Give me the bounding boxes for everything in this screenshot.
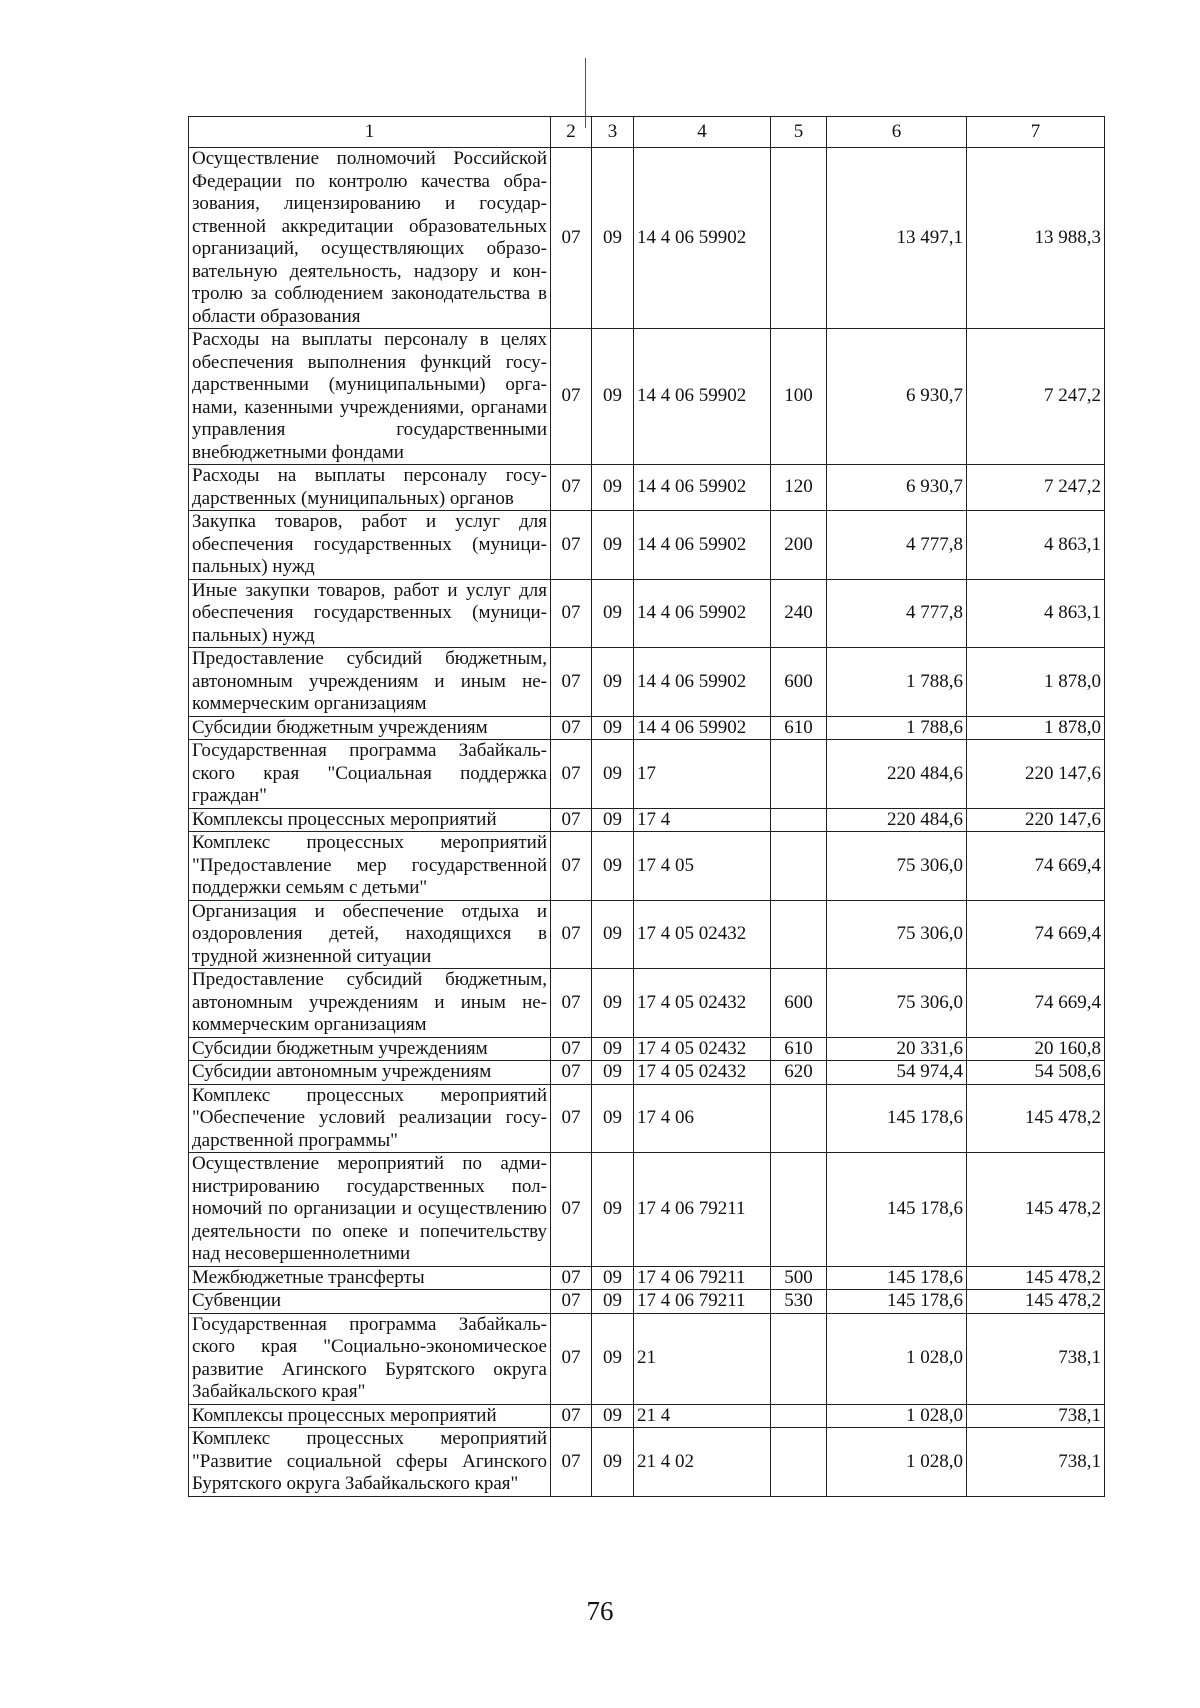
subsection-code-cell: 09 — [592, 1037, 634, 1061]
expense-type-cell: 610 — [771, 1037, 827, 1061]
section-code-cell: 07 — [551, 740, 592, 809]
expense-name-cell: Субсидии бюджетным учреждениям — [189, 716, 551, 740]
subsection-code-cell: 09 — [592, 511, 634, 580]
target-article-cell: 14 4 06 59902 — [634, 579, 771, 648]
subsection-code-cell: 09 — [592, 465, 634, 511]
amount-year1-cell: 54 974,4 — [827, 1061, 967, 1085]
target-article-cell: 17 4 06 79211 — [634, 1266, 771, 1290]
expense-type-cell: 610 — [771, 716, 827, 740]
amount-year1-cell: 6 930,7 — [827, 329, 967, 465]
amount-year2-cell: 1 878,0 — [967, 716, 1105, 740]
amount-year2-cell: 738,1 — [967, 1404, 1105, 1428]
target-article-cell: 21 4 02 — [634, 1428, 771, 1497]
section-code-cell: 07 — [551, 1084, 592, 1153]
expense-name-cell: Субвенции — [189, 1290, 551, 1314]
expense-name-cell: Субсидии автономным учреждениям — [189, 1061, 551, 1085]
budget-table — [188, 116, 1105, 1497]
amount-year1-cell: 1 028,0 — [827, 1404, 967, 1428]
expense-type-cell: 240 — [771, 579, 827, 648]
subsection-code-cell: 09 — [592, 329, 634, 465]
section-code-cell: 07 — [551, 1313, 592, 1404]
amount-year1-cell: 1 028,0 — [827, 1428, 967, 1497]
amount-year1-cell: 145 178,6 — [827, 1084, 967, 1153]
target-article-cell: 14 4 06 59902 — [634, 148, 771, 329]
subsection-code-cell: 09 — [592, 1153, 634, 1267]
subsection-code-cell: 09 — [592, 1061, 634, 1085]
section-code-cell: 07 — [551, 1153, 592, 1267]
amount-year2-cell: 20 160,8 — [967, 1037, 1105, 1061]
expense-name-cell: Осуществление полномочий Российской Федерации по контролю качества образования, лицензированию и государственной аккредитации образовательных организаций, осуществляющих образовательную деятельность, надзору и контролю за соблюдением законодательства в области образования — [189, 148, 551, 329]
expense-type-cell — [771, 1084, 827, 1153]
amount-year1-cell: 220 484,6 — [827, 808, 967, 832]
section-code-cell: 07 — [551, 148, 592, 329]
subsection-code-cell: 09 — [592, 1084, 634, 1153]
amount-year2-cell: 145 478,2 — [967, 1084, 1105, 1153]
target-article-cell: 17 4 05 02432 — [634, 1037, 771, 1061]
section-code-cell: 07 — [551, 579, 592, 648]
amount-year2-cell: 7 247,2 — [967, 465, 1105, 511]
amount-year2-cell: 145 478,2 — [967, 1266, 1105, 1290]
expense-type-cell — [771, 900, 827, 969]
amount-year1-cell: 145 178,6 — [827, 1153, 967, 1267]
expense-type-cell — [771, 1428, 827, 1497]
column-header: 3 — [592, 117, 634, 148]
table-row — [189, 329, 1105, 465]
section-code-cell: 07 — [551, 900, 592, 969]
target-article-cell: 14 4 06 59902 — [634, 648, 771, 717]
expense-name-cell: Комплекс процессных мероприятий "Предоставление мер государственной поддержки семьям с детьми" — [189, 832, 551, 901]
table-row — [189, 900, 1105, 969]
table-row — [189, 808, 1105, 832]
subsection-code-cell: 09 — [592, 740, 634, 809]
amount-year1-cell: 1 788,6 — [827, 716, 967, 740]
target-article-cell: 14 4 06 59902 — [634, 511, 771, 580]
expense-type-cell: 600 — [771, 648, 827, 717]
amount-year1-cell: 6 930,7 — [827, 465, 967, 511]
amount-year1-cell: 4 777,8 — [827, 579, 967, 648]
subsection-code-cell: 09 — [592, 1266, 634, 1290]
amount-year1-cell: 13 497,1 — [827, 148, 967, 329]
expense-name-cell: Государственная программа Забайкальского края "Социальная поддержка граждан" — [189, 740, 551, 809]
section-code-cell: 07 — [551, 648, 592, 717]
amount-year1-cell: 145 178,6 — [827, 1290, 967, 1314]
subsection-code-cell: 09 — [592, 1313, 634, 1404]
amount-year2-cell: 54 508,6 — [967, 1061, 1105, 1085]
amount-year2-cell: 1 878,0 — [967, 648, 1105, 717]
target-article-cell: 14 4 06 59902 — [634, 716, 771, 740]
section-code-cell: 07 — [551, 808, 592, 832]
target-article-cell: 14 4 06 59902 — [634, 329, 771, 465]
target-article-cell: 17 — [634, 740, 771, 809]
table-row — [189, 716, 1105, 740]
table-header-row — [189, 117, 1105, 148]
subsection-code-cell: 09 — [592, 832, 634, 901]
section-code-cell: 07 — [551, 511, 592, 580]
target-article-cell: 17 4 05 — [634, 832, 771, 901]
amount-year2-cell: 13 988,3 — [967, 148, 1105, 329]
amount-year2-cell: 7 247,2 — [967, 329, 1105, 465]
expense-type-cell: 600 — [771, 969, 827, 1038]
amount-year1-cell: 4 777,8 — [827, 511, 967, 580]
amount-year2-cell: 220 147,6 — [967, 808, 1105, 832]
amount-year1-cell: 1 028,0 — [827, 1313, 967, 1404]
table-row — [189, 969, 1105, 1038]
expense-type-cell — [771, 1153, 827, 1267]
subsection-code-cell: 09 — [592, 1428, 634, 1497]
amount-year2-cell: 220 147,6 — [967, 740, 1105, 809]
table-row — [189, 1037, 1105, 1061]
expense-name-cell: Закупка товаров, работ и услуг для обеспечения государственных (муниципальных) нужд — [189, 511, 551, 580]
expense-name-cell: Субсидии бюджетным учреждениям — [189, 1037, 551, 1061]
section-code-cell: 07 — [551, 1266, 592, 1290]
subsection-code-cell: 09 — [592, 969, 634, 1038]
subsection-code-cell: 09 — [592, 1404, 634, 1428]
subsection-code-cell: 09 — [592, 900, 634, 969]
target-article-cell: 17 4 06 — [634, 1084, 771, 1153]
expense-type-cell: 120 — [771, 465, 827, 511]
expense-name-cell: Иные закупки товаров, работ и услуг для обеспечения государственных (муниципальных) нужд — [189, 579, 551, 648]
amount-year2-cell: 738,1 — [967, 1428, 1105, 1497]
table-row — [189, 579, 1105, 648]
subsection-code-cell: 09 — [592, 808, 634, 832]
table-row — [189, 511, 1105, 580]
column-header: 7 — [967, 117, 1105, 148]
table-row — [189, 148, 1105, 329]
section-code-cell: 07 — [551, 1428, 592, 1497]
target-article-cell: 21 — [634, 1313, 771, 1404]
expense-name-cell: Комплекс процессных мероприятий "Обеспечение условий реализации государственной программы" — [189, 1084, 551, 1153]
amount-year1-cell: 75 306,0 — [827, 969, 967, 1038]
expense-type-cell: 500 — [771, 1266, 827, 1290]
section-code-cell: 07 — [551, 832, 592, 901]
amount-year2-cell: 738,1 — [967, 1313, 1105, 1404]
section-code-cell: 07 — [551, 465, 592, 511]
subsection-code-cell: 09 — [592, 148, 634, 329]
section-code-cell: 07 — [551, 716, 592, 740]
table-row — [189, 1313, 1105, 1404]
target-article-cell: 21 4 — [634, 1404, 771, 1428]
expense-name-cell: Расходы на выплаты персоналу в целях обеспечения выполнения функций государственными (муниципальными) органами, казенными учреждениями, органами управления государственными внебюджетными фондами — [189, 329, 551, 465]
subsection-code-cell: 09 — [592, 579, 634, 648]
expense-name-cell: Расходы на выплаты персоналу государственных (муниципальных) органов — [189, 465, 551, 511]
table-body — [189, 148, 1105, 1497]
target-article-cell: 17 4 — [634, 808, 771, 832]
column-header: 5 — [771, 117, 827, 148]
section-code-cell: 07 — [551, 1404, 592, 1428]
expense-name-cell: Комплексы процессных мероприятий — [189, 808, 551, 832]
target-article-cell: 17 4 05 02432 — [634, 969, 771, 1038]
amount-year2-cell: 74 669,4 — [967, 832, 1105, 901]
target-article-cell: 17 4 05 02432 — [634, 1061, 771, 1085]
amount-year1-cell: 145 178,6 — [827, 1266, 967, 1290]
column-header: 6 — [827, 117, 967, 148]
table-row — [189, 1290, 1105, 1314]
expense-type-cell — [771, 832, 827, 901]
section-code-cell: 07 — [551, 1290, 592, 1314]
subsection-code-cell: 09 — [592, 648, 634, 717]
expense-name-cell: Комплекс процессных мероприятий "Развитие социальной сферы Агинского Бурятского округа Забайкальского края" — [189, 1428, 551, 1497]
target-article-cell: 17 4 06 79211 — [634, 1153, 771, 1267]
expense-type-cell: 530 — [771, 1290, 827, 1314]
expense-type-cell — [771, 148, 827, 329]
amount-year1-cell: 20 331,6 — [827, 1037, 967, 1061]
expense-type-cell — [771, 808, 827, 832]
section-code-cell: 07 — [551, 1037, 592, 1061]
table-row — [189, 740, 1105, 809]
amount-year2-cell: 4 863,1 — [967, 579, 1105, 648]
expense-type-cell: 100 — [771, 329, 827, 465]
expense-type-cell: 620 — [771, 1061, 827, 1085]
table-row — [189, 1061, 1105, 1085]
expense-type-cell — [771, 1404, 827, 1428]
column-header: 2 — [551, 117, 592, 148]
amount-year2-cell: 4 863,1 — [967, 511, 1105, 580]
expense-type-cell — [771, 740, 827, 809]
amount-year1-cell: 75 306,0 — [827, 900, 967, 969]
target-article-cell: 14 4 06 59902 — [634, 465, 771, 511]
table-row — [189, 832, 1105, 901]
expense-name-cell: Комплексы процессных мероприятий — [189, 1404, 551, 1428]
expense-name-cell: Организация и обеспечение отдыха и оздоровления детей, находящихся в трудной жизненной ситуации — [189, 900, 551, 969]
table-row — [189, 465, 1105, 511]
column-header: 1 — [189, 117, 551, 148]
section-code-cell: 07 — [551, 969, 592, 1038]
amount-year2-cell: 74 669,4 — [967, 900, 1105, 969]
table-row — [189, 1404, 1105, 1428]
subsection-code-cell: 09 — [592, 716, 634, 740]
amount-year2-cell: 74 669,4 — [967, 969, 1105, 1038]
amount-year1-cell: 75 306,0 — [827, 832, 967, 901]
target-article-cell: 17 4 06 79211 — [634, 1290, 771, 1314]
expense-type-cell — [771, 1313, 827, 1404]
table-row — [189, 1266, 1105, 1290]
amount-year2-cell: 145 478,2 — [967, 1153, 1105, 1267]
page-number: 76 — [586, 1596, 614, 1626]
expense-name-cell: Осуществление мероприятий по администрированию государственных полномочий по организации и осуществлению деятельности по опеке и попечительству над несовершеннолетними — [189, 1153, 551, 1267]
expense-type-cell: 200 — [771, 511, 827, 580]
amount-year1-cell: 1 788,6 — [827, 648, 967, 717]
target-article-cell: 17 4 05 02432 — [634, 900, 771, 969]
amount-year1-cell: 220 484,6 — [827, 740, 967, 809]
table-row — [189, 1153, 1105, 1267]
column-header: 4 — [634, 117, 771, 148]
expense-name-cell: Государственная программа Забайкальского края "Социально-экономическое развитие Агинского Бурятского округа Забайкальского края" — [189, 1313, 551, 1404]
expense-name-cell: Предоставление субсидий бюджетным, автономным учреждениям и иным некоммерческим организациям — [189, 648, 551, 717]
table-row — [189, 1428, 1105, 1497]
expense-name-cell: Предоставление субсидий бюджетным, автономным учреждениям и иным некоммерческим организациям — [189, 969, 551, 1038]
table-row — [189, 1084, 1105, 1153]
expense-name-cell: Межбюджетные трансферты — [189, 1266, 551, 1290]
subsection-code-cell: 09 — [592, 1290, 634, 1314]
section-code-cell: 07 — [551, 1061, 592, 1085]
amount-year2-cell: 145 478,2 — [967, 1290, 1105, 1314]
table-row — [189, 648, 1105, 717]
section-code-cell: 07 — [551, 329, 592, 465]
